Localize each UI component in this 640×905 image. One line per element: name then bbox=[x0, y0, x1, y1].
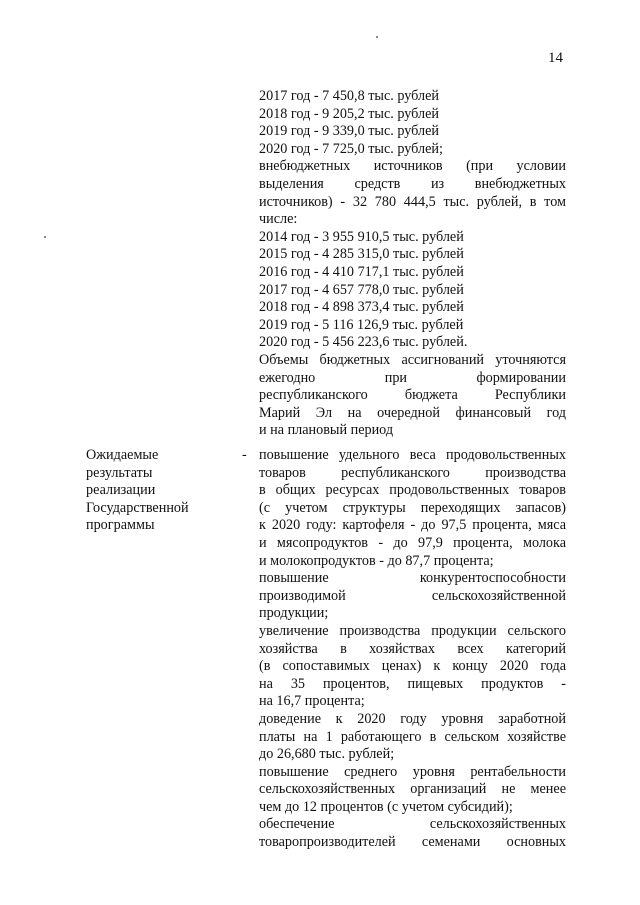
financing-line: 2015 год - 4 285 315,0 тыс. рублей bbox=[259, 246, 464, 263]
result-line: товаров республиканского производства bbox=[259, 464, 566, 481]
result-line: сельскохозяйственных организаций не менее bbox=[259, 781, 566, 798]
financing-line: ежегодно при формировании bbox=[259, 369, 566, 386]
financing-line: и на плановый период bbox=[259, 422, 394, 439]
financing-line: 2018 год - 4 898 373,4 тыс. рублей bbox=[259, 299, 464, 316]
result-line: до 26,680 тыс. рублей; bbox=[259, 746, 395, 763]
scan-speck bbox=[44, 236, 46, 238]
result-line: чем до 12 процентов (с учетом субсидий); bbox=[259, 798, 513, 815]
financing-line: 2016 год - 4 410 717,1 тыс. рублей bbox=[259, 263, 464, 280]
financing-line: внебюджетных источников (при условии bbox=[259, 158, 566, 175]
result-line: (в сопоставимых ценах) к концу 2020 года bbox=[259, 658, 566, 675]
result-line: хозяйства в хозяйствах всех категорий bbox=[259, 640, 566, 657]
financing-line: Объемы бюджетных ассигнований уточняются bbox=[259, 351, 566, 368]
financing-line: 2019 год - 9 339,0 тыс. рублей bbox=[259, 123, 439, 140]
result-line: обеспечение сельскохозяйственных bbox=[259, 816, 566, 833]
label-dash: - bbox=[242, 447, 247, 463]
financing-line: 2020 год - 7 725,0 тыс. рублей; bbox=[259, 140, 443, 157]
financing-line: республиканского бюджета Республики bbox=[259, 387, 566, 404]
result-line: и мясопродуктов - до 97,9 процента, молока bbox=[259, 534, 566, 551]
expected-results-label bbox=[86, 447, 216, 535]
result-line: к 2020 году: картофеля - до 97,5 процента, мяса bbox=[259, 517, 566, 534]
label-line: Государственной bbox=[86, 499, 189, 516]
result-line: в общих ресурсах продовольственных товаров bbox=[259, 482, 566, 499]
result-line: увеличение производства продукции сельского bbox=[259, 622, 566, 639]
result-line: на 16,7 процента; bbox=[259, 693, 365, 710]
expected-results-text bbox=[259, 447, 566, 852]
result-line: продукции; bbox=[259, 605, 329, 622]
financing-line: Марий Эл на очередной финансовый год bbox=[259, 404, 566, 421]
financing-line: 2014 год - 3 955 910,5 тыс. рублей bbox=[259, 228, 464, 245]
result-line: повышение конкурентоспособности bbox=[259, 570, 566, 587]
financing-line: источников) - 32 780 444,5 тыс. рублей, в том bbox=[259, 193, 566, 210]
financing-line: выделения средств из внебюджетных bbox=[259, 175, 566, 192]
label-line: реализации bbox=[86, 482, 156, 499]
result-line: производимой сельскохозяйственной bbox=[259, 587, 566, 604]
financing-line: 2020 год - 5 456 223,6 тыс. рублей. bbox=[259, 334, 468, 351]
result-line: на 35 процентов, пищевых продуктов - bbox=[259, 675, 566, 692]
financing-line: 2018 год - 9 205,2 тыс. рублей bbox=[259, 105, 439, 122]
label-line: результаты bbox=[86, 464, 153, 481]
result-line: платы на 1 работающего в сельском хозяйстве bbox=[259, 728, 566, 745]
result-line: (с учетом структуры переходящих запасов) bbox=[259, 499, 566, 516]
result-line: доведение к 2020 году уровня заработной bbox=[259, 710, 566, 727]
label-line: программы bbox=[86, 517, 155, 534]
financing-block bbox=[259, 88, 566, 440]
result-line: и молокопродуктов - до 87,7 процента; bbox=[259, 552, 494, 569]
label-line: Ожидаемые bbox=[86, 447, 159, 463]
result-line: повышение среднего уровня рентабельности bbox=[259, 763, 566, 780]
financing-line: 2017 год - 7 450,8 тыс. рублей bbox=[259, 88, 439, 104]
scan-speck bbox=[376, 36, 378, 38]
financing-line: 2017 год - 4 657 778,0 тыс. рублей bbox=[259, 281, 464, 298]
result-line: повышение удельного веса продовольственных bbox=[259, 447, 566, 463]
financing-line: числе: bbox=[259, 211, 298, 228]
financing-line: 2019 год - 5 116 126,9 тыс. рублей bbox=[259, 316, 464, 333]
page-number: 14 bbox=[548, 50, 563, 66]
result-line: товаропроизводителей семенами основных bbox=[259, 834, 566, 851]
